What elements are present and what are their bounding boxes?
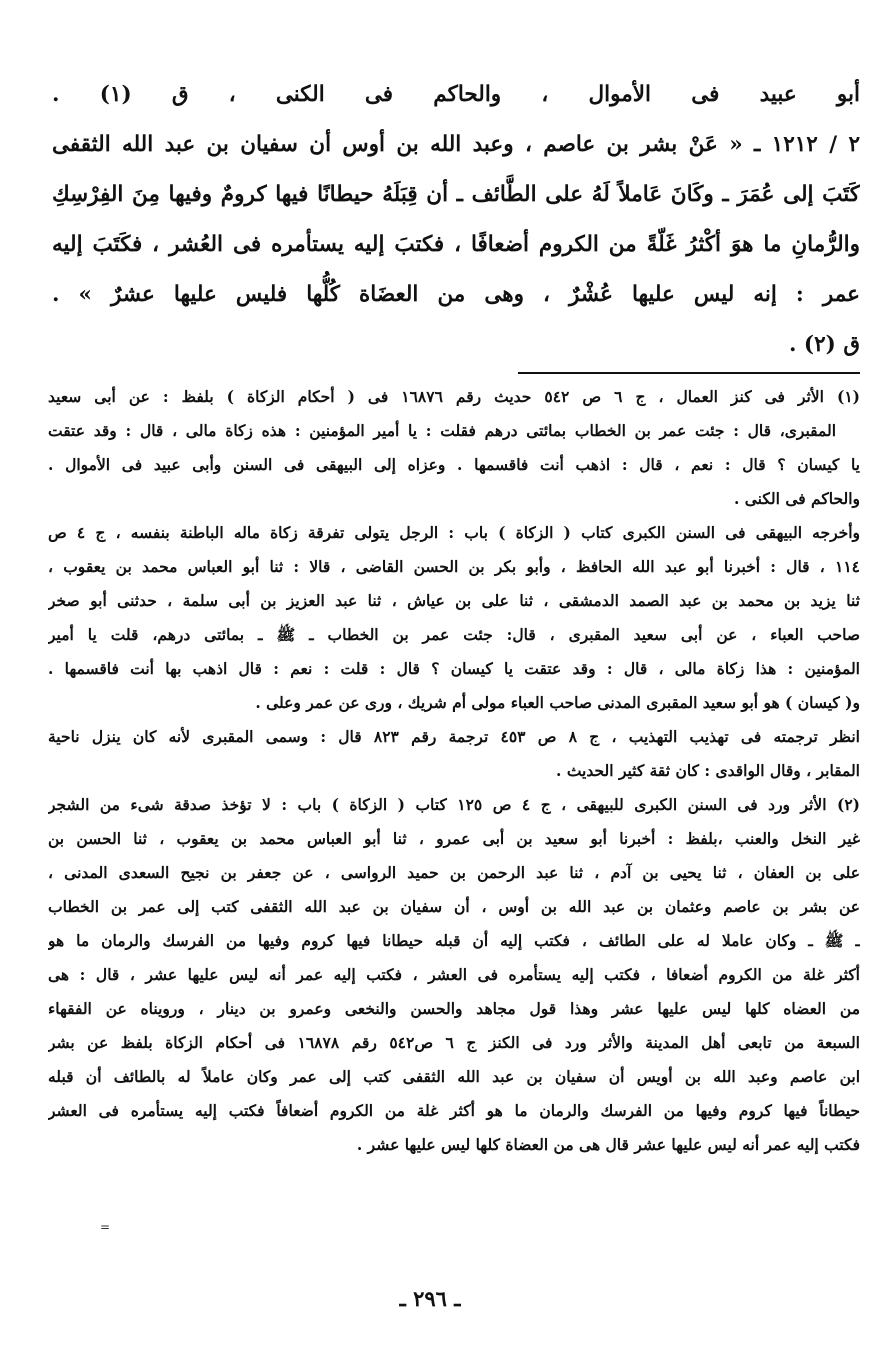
footnote-line: على بن العفان ، ثنا يحيى بن آدم ، ثنا عبد الرحمن بن حميد الرواسى ، عن جعفر بن نجيح السعدى المدنى ،	[48, 863, 860, 882]
footnote-line: (٢) الأثر ورد فى السنن الكبرى للبيهقى ، ج ٤ ص ١٢٥ كتاب ( الزكاة ) باب : لا تؤخذ صدقة شىء من الشجر	[48, 795, 860, 814]
footnote-line: وأخرجه البيهقى فى السنن الكبرى كتاب ( الزكاة ) باب : الرجل يتولى تفرقة زكاة ماله الباطنة بنفسه ، ج ٤ ص	[48, 523, 860, 542]
footnote-line: عن بشر بن عاصم وعثمان بن عبد الله بن أوس ، أن سفيان بن عبد الله الثقفى كتب إلى عمر بن الخطاب	[48, 897, 860, 916]
footnote-line: ١١٤ ، قال : أخبرنا أبو عبد الله الحافظ ، وأبو بكر بن الحسن القاضى ، قالا : ثنا أبو العباس محمد بن يعقوب ،	[48, 557, 860, 576]
footnote-line: غير النخل والعنب ،بلفظ : أخبرنا أبو سعيد بن أبى عمرو ، ثنا أبو العباس محمد بن يعقوب ، ثنا الحسن بن	[48, 829, 860, 848]
main-text-line: عمر : إنه ليس عليها عُشْرٌ ، وهى من العضَاة كُلُّها فليس عليها عشرٌ » .	[52, 282, 860, 307]
footnote-line: والحاكم فى الكنى .	[733, 489, 860, 508]
footnote-line: انظر ترجمته فى تهذيب التهذيب ، ج ٨ ص ٤٥٣ ترجمة رقم ٨٢٣ قال : وسمى المقبرى لأنه كان ينزل ناحية	[48, 727, 860, 746]
main-text-line: ق (٢) .	[788, 332, 860, 357]
stray-mark: =	[100, 1220, 111, 1234]
footnote-line: ثنا يزيد بن محمد بن عبد الصمد الدمشقى ، ثنا على بن عياش ، ثنا عبد العزيز بن أبى سلمة ، حدثنى أبو صخر	[48, 591, 860, 610]
footnote-line: السبعة من تابعى أهل المدينة والأثر ورد فى الكنز ج ٦ ص٥٤٢ رقم ١٦٨٧٨ فى أحكام الزكاة بلفظ عن بشر	[48, 1033, 860, 1052]
footnote-divider	[518, 372, 860, 374]
footnote-line: ـ ﷺ ـ وكان عاملا له على الطائف ، فكتب إليه أن قبله حيطانا فيها كروم وفيها من الفرسك والرمان ما هو	[48, 931, 860, 950]
footnote-line: حيطاناً فيها كروم وفيها من الفرسك والرمان ما هو أكثر غلة من الكروم أضعافاً فكتب إليه يستأمره فى العشر	[48, 1101, 860, 1120]
footnote-line: المقبرى، قال : جئت عمر بن الخطاب بمائتى درهم فقلت : يا أمير المؤمنين : هذه زكاة مالى ، قال : وقد عتقت	[48, 421, 836, 440]
main-text-block	[52, 70, 860, 370]
footnote-line: المقابر ، وقال الواقدى : كان ثقة كثير الحديث .	[556, 761, 860, 780]
footnote-line: المؤمنين : هذا زكاة مالى ، قال : وقد عتقت يا كيسان ؟ قال : قلت : نعم : قال اذهب بها أنت فاقسمها .	[48, 659, 860, 678]
footnote-line: يا كيسان ؟ قال : نعم ، قال : اذهب أنت فاقسمها . وعزاه إلى البيهقى فى السنن وأبى عبيد فى الأموال .	[48, 455, 860, 474]
footnote-line: (١) الأثر فى كنز العمال ، ج ٦ ص ٥٤٢ حديث رقم ١٦٨٧٦ فى ( أحكام الزكاة ) بلفظ : عن أبى سعيد	[48, 387, 860, 406]
footnote-line: و( كيسان ) هو أبو سعيد المقبرى المدنى صاحب العباء مولى أم شريك ، ورى عن عمر وعلى .	[255, 693, 860, 712]
footnote-line: أكثر غلة من الكروم أضعافا ، فكتب إليه يستأمره فى العشر ، فكتب إليه عمر أنه ليس عليها عشر ، قال : هى	[48, 965, 860, 984]
footnote-line: ابن عاصم وعبد الله بن أويس أن سفيان بن عبد الله الثقفى كتب إلى عمر وكان عاملاً له بالطائف أن قبله	[48, 1067, 860, 1086]
main-text-line: كَتَبَ إلى عُمَرَ ـ وكَانَ عَاملاً لَهُ على الطَّائف ـ أن قِبَلَهُ حيطانًا فيها كرومٌ وفيها مِنَ الفِرْسِكِ	[52, 182, 860, 207]
footnote-line: صاحب العباء ، عن أبى سعيد المقبرى ، قال: جئت عمر بن الخطاب ـ ﷺ ـ بمائتى درهم، قلت يا أمير	[48, 625, 860, 644]
main-text-line: أبو عبيد فى الأموال ، والحاكم فى الكنى ، ق (١) .	[52, 82, 860, 107]
footnote-line: فكتب إليه عمر أنه ليس عليها عشر قال هى من العضاة كلها ليس عليها عشر .	[356, 1135, 860, 1154]
footnote-line: من العضاه كلها ليس عليها عشر وهذا قول مجاهد والحسن والنخعى وعمرو بن دينار ، ورويناه عن الفقهاء	[48, 999, 860, 1018]
main-text-line: والرُّمانِ ما هوَ أكْثرُ غَلّةً من الكروم أضعافًا ، فكتبَ إليه يستأمره فى العُشر ، فكَتَبَ إليه	[52, 232, 860, 257]
page-number: ـ ٢٩٦ ـ	[399, 1286, 461, 1311]
main-text-line: ٢ / ١٢١٢ ـ « عَنْ بشر بن عاصم ، وعبد الله بن أوس أن سفيان بن عبد الله الثقفى	[52, 132, 860, 157]
footnotes-block	[48, 380, 860, 1162]
